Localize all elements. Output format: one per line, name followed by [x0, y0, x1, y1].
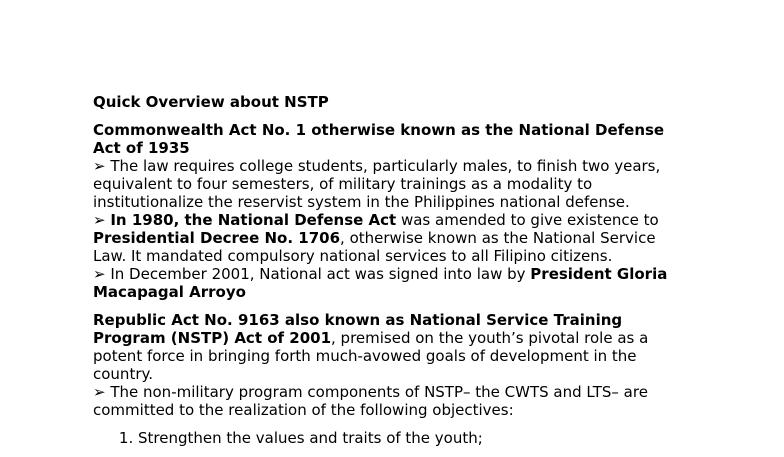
bullet-paragraph: ➢ The law requires college students, particularly males, to finish two years, equivalent to four semesters, of military trainings as a modality to institutionalize the reservist system in the Philippines national defense.	[93, 157, 661, 211]
bold-text: Republic Act No. 9163 also known as National Service Training Program (NSTP) Act of 2001	[93, 311, 623, 347]
section-heading: Commonwealth Act No. 1 otherwise known as the National Defense Act of 1935	[93, 121, 665, 157]
body-text: was amended to give existence to	[396, 211, 659, 229]
section-heading-paragraph	[93, 311, 693, 383]
bullet-paragraph	[93, 211, 693, 265]
bold-text: Presidential Decree No. 1706	[93, 229, 341, 247]
list-item: 1. Strengthen the values and traits of the youth;	[138, 429, 693, 447]
document-page	[93, 93, 693, 457]
objectives-list	[93, 429, 693, 447]
bold-text: President Gloria Macapagal Arroyo	[93, 265, 668, 301]
document-title: Quick Overview about NSTP	[93, 93, 329, 111]
section-commonwealth-act	[93, 121, 693, 301]
body-text: ➢ In December 2001, National act was signed into law by	[93, 265, 531, 283]
bullet-paragraph	[93, 265, 693, 301]
bullet-paragraph: ➢ The non-military program components of NSTP– the CWTS and LTS– are committed to the realization of the following objectives:	[93, 383, 648, 419]
body-text: , otherwise known as the National Service Law. It mandated compulsory national services to all Filipino citizens.	[93, 229, 656, 265]
bold-text: In 1980, the National Defense Act	[110, 211, 397, 229]
bullet-marker: ➢	[93, 211, 111, 229]
section-republic-act	[93, 311, 693, 447]
body-text: , premised on the youth’s pivotal role as a potent force in bringing forth much-avowed goals of development in the country.	[93, 329, 649, 383]
